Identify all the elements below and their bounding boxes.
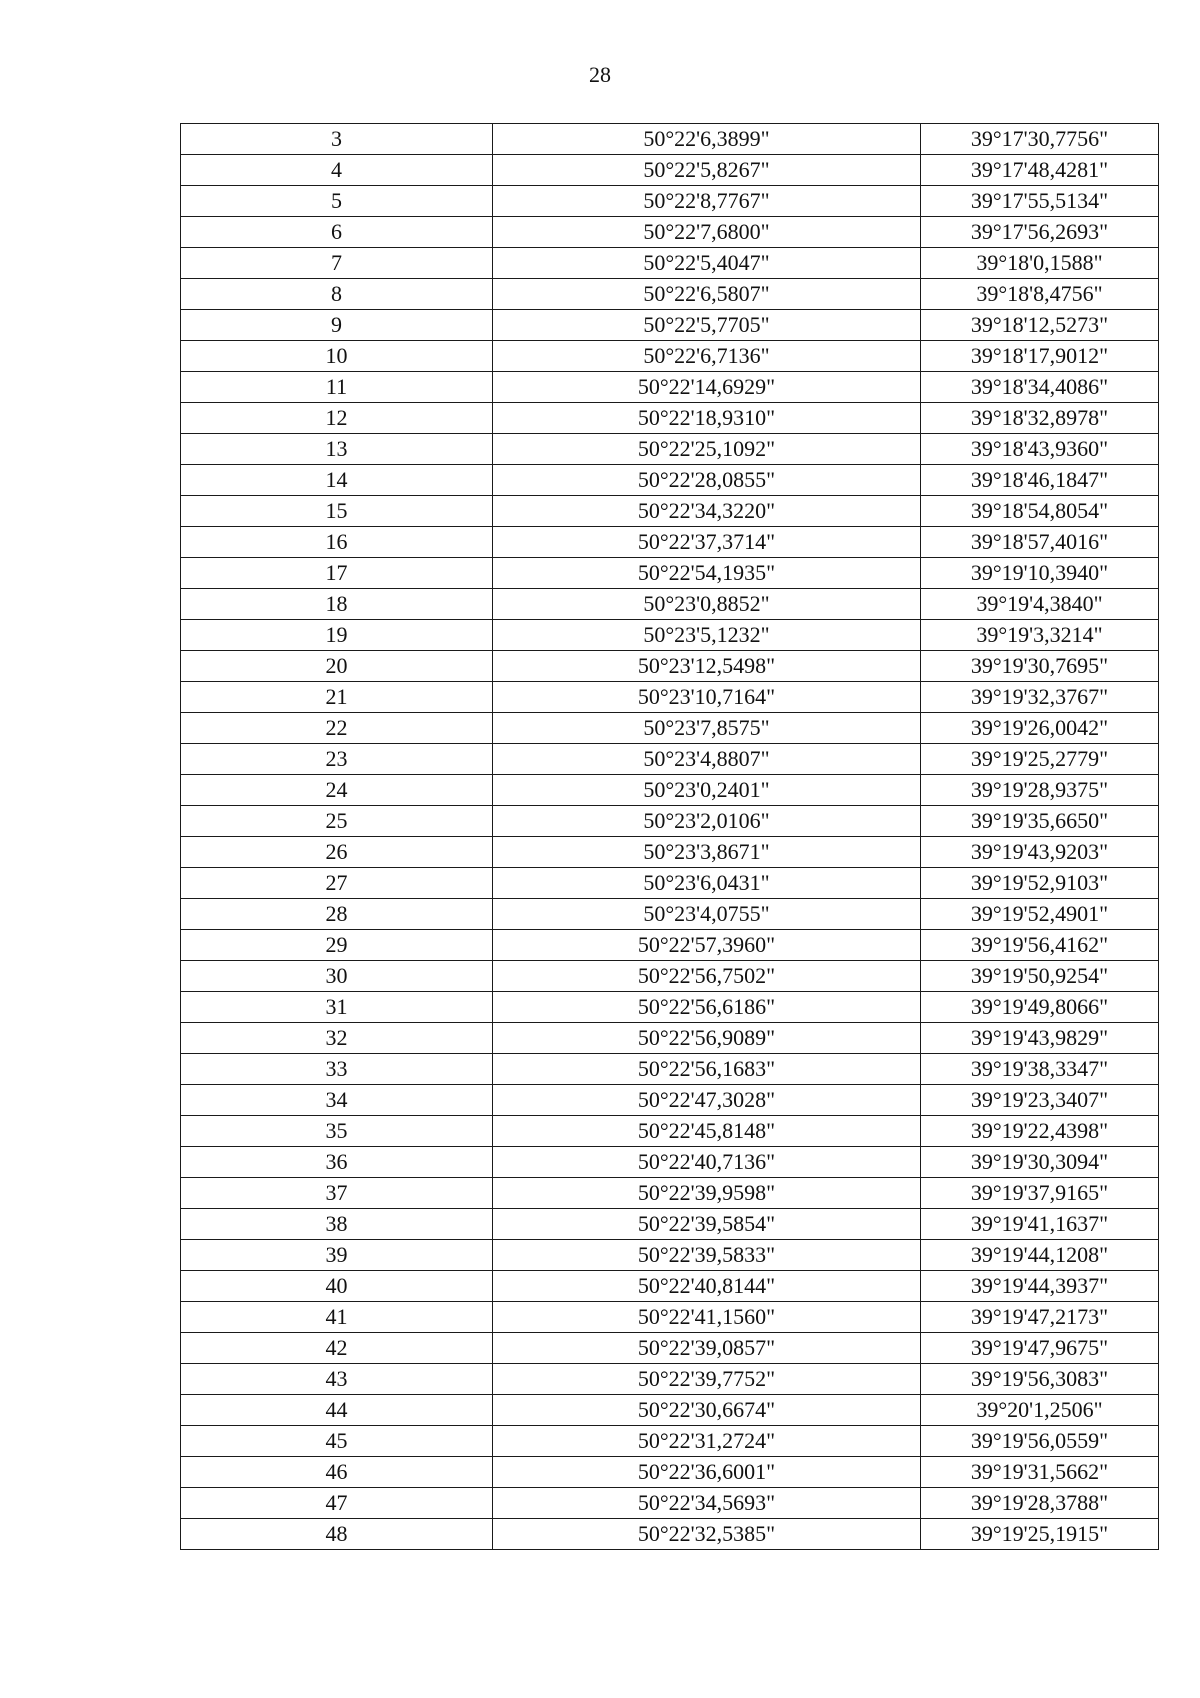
longitude-cell: 39°19'32,3767" — [921, 682, 1159, 713]
latitude-cell: 50°22'5,4047" — [493, 248, 921, 279]
latitude-cell: 50°22'28,0855" — [493, 465, 921, 496]
point-number-cell: 28 — [181, 899, 493, 930]
table-row — [181, 1426, 1159, 1457]
point-number-cell: 42 — [181, 1333, 493, 1364]
longitude-cell: 39°19'4,3840" — [921, 589, 1159, 620]
latitude-cell: 50°22'6,7136" — [493, 341, 921, 372]
point-number-cell: 20 — [181, 651, 493, 682]
point-number-cell: 22 — [181, 713, 493, 744]
latitude-cell: 50°22'6,3899" — [493, 124, 921, 155]
point-number-cell: 24 — [181, 775, 493, 806]
point-number-cell: 14 — [181, 465, 493, 496]
longitude-cell: 39°19'43,9829" — [921, 1023, 1159, 1054]
latitude-cell: 50°22'5,7705" — [493, 310, 921, 341]
table-row — [181, 1240, 1159, 1271]
table-row — [181, 992, 1159, 1023]
point-number-cell: 43 — [181, 1364, 493, 1395]
longitude-cell: 39°19'23,3407" — [921, 1085, 1159, 1116]
latitude-cell: 50°22'34,3220" — [493, 496, 921, 527]
latitude-cell: 50°22'34,5693" — [493, 1488, 921, 1519]
latitude-cell: 50°22'56,9089" — [493, 1023, 921, 1054]
point-number-cell: 21 — [181, 682, 493, 713]
point-number-cell: 4 — [181, 155, 493, 186]
table-row — [181, 465, 1159, 496]
point-number-cell: 3 — [181, 124, 493, 155]
point-number-cell: 11 — [181, 372, 493, 403]
latitude-cell: 50°22'31,2724" — [493, 1426, 921, 1457]
table-row — [181, 403, 1159, 434]
latitude-cell: 50°22'41,1560" — [493, 1302, 921, 1333]
table-row — [181, 341, 1159, 372]
latitude-cell: 50°23'3,8671" — [493, 837, 921, 868]
point-number-cell: 48 — [181, 1519, 493, 1550]
table-row — [181, 1488, 1159, 1519]
point-number-cell: 6 — [181, 217, 493, 248]
table-row — [181, 1023, 1159, 1054]
table-row — [181, 217, 1159, 248]
table-row — [181, 1519, 1159, 1550]
longitude-cell: 39°19'47,9675" — [921, 1333, 1159, 1364]
longitude-cell: 39°17'30,7756" — [921, 124, 1159, 155]
longitude-cell: 39°19'47,2173" — [921, 1302, 1159, 1333]
latitude-cell: 50°22'6,5807" — [493, 279, 921, 310]
latitude-cell: 50°22'14,6929" — [493, 372, 921, 403]
latitude-cell: 50°22'5,8267" — [493, 155, 921, 186]
longitude-cell: 39°19'38,3347" — [921, 1054, 1159, 1085]
latitude-cell: 50°22'39,5833" — [493, 1240, 921, 1271]
longitude-cell: 39°19'30,3094" — [921, 1147, 1159, 1178]
longitude-cell: 39°19'52,4901" — [921, 899, 1159, 930]
longitude-cell: 39°19'56,3083" — [921, 1364, 1159, 1395]
latitude-cell: 50°22'54,1935" — [493, 558, 921, 589]
table-row — [181, 682, 1159, 713]
latitude-cell: 50°23'2,0106" — [493, 806, 921, 837]
longitude-cell: 39°19'31,5662" — [921, 1457, 1159, 1488]
longitude-cell: 39°19'35,6650" — [921, 806, 1159, 837]
longitude-cell: 39°19'37,9165" — [921, 1178, 1159, 1209]
point-number-cell: 12 — [181, 403, 493, 434]
longitude-cell: 39°18'12,5273" — [921, 310, 1159, 341]
latitude-cell: 50°22'8,7767" — [493, 186, 921, 217]
table-row — [181, 899, 1159, 930]
latitude-cell: 50°23'10,7164" — [493, 682, 921, 713]
point-number-cell: 19 — [181, 620, 493, 651]
point-number-cell: 29 — [181, 930, 493, 961]
longitude-cell: 39°18'57,4016" — [921, 527, 1159, 558]
table-row — [181, 1271, 1159, 1302]
table-row — [181, 1178, 1159, 1209]
latitude-cell: 50°23'4,8807" — [493, 744, 921, 775]
point-number-cell: 7 — [181, 248, 493, 279]
longitude-cell: 39°18'32,8978" — [921, 403, 1159, 434]
table-row — [181, 1209, 1159, 1240]
longitude-cell: 39°19'56,4162" — [921, 930, 1159, 961]
point-number-cell: 23 — [181, 744, 493, 775]
latitude-cell: 50°22'40,8144" — [493, 1271, 921, 1302]
point-number-cell: 26 — [181, 837, 493, 868]
longitude-cell: 39°18'43,9360" — [921, 434, 1159, 465]
longitude-cell: 39°19'28,3788" — [921, 1488, 1159, 1519]
longitude-cell: 39°19'50,9254" — [921, 961, 1159, 992]
point-number-cell: 5 — [181, 186, 493, 217]
latitude-cell: 50°22'57,3960" — [493, 930, 921, 961]
latitude-cell: 50°22'37,3714" — [493, 527, 921, 558]
table-row — [181, 775, 1159, 806]
coordinates-table-body — [181, 124, 1159, 1550]
longitude-cell: 39°19'22,4398" — [921, 1116, 1159, 1147]
table-row — [181, 310, 1159, 341]
point-number-cell: 46 — [181, 1457, 493, 1488]
table-row — [181, 1085, 1159, 1116]
latitude-cell: 50°23'5,1232" — [493, 620, 921, 651]
point-number-cell: 32 — [181, 1023, 493, 1054]
longitude-cell: 39°17'55,5134" — [921, 186, 1159, 217]
point-number-cell: 45 — [181, 1426, 493, 1457]
table-row — [181, 868, 1159, 899]
latitude-cell: 50°23'0,2401" — [493, 775, 921, 806]
point-number-cell: 13 — [181, 434, 493, 465]
table-row — [181, 930, 1159, 961]
table-row — [181, 1395, 1159, 1426]
table-row — [181, 124, 1159, 155]
longitude-cell: 39°18'0,1588" — [921, 248, 1159, 279]
latitude-cell: 50°22'36,6001" — [493, 1457, 921, 1488]
longitude-cell: 39°19'28,9375" — [921, 775, 1159, 806]
longitude-cell: 39°18'54,8054" — [921, 496, 1159, 527]
latitude-cell: 50°22'39,7752" — [493, 1364, 921, 1395]
latitude-cell: 50°22'56,7502" — [493, 961, 921, 992]
latitude-cell: 50°23'4,0755" — [493, 899, 921, 930]
longitude-cell: 39°19'25,2779" — [921, 744, 1159, 775]
longitude-cell: 39°19'3,3214" — [921, 620, 1159, 651]
latitude-cell: 50°22'39,5854" — [493, 1209, 921, 1240]
longitude-cell: 39°18'34,4086" — [921, 372, 1159, 403]
table-row — [181, 744, 1159, 775]
table-row — [181, 279, 1159, 310]
table-row — [181, 1054, 1159, 1085]
table-row — [181, 1116, 1159, 1147]
table-row — [181, 961, 1159, 992]
longitude-cell: 39°19'25,1915" — [921, 1519, 1159, 1550]
table-row — [181, 372, 1159, 403]
latitude-cell: 50°22'39,9598" — [493, 1178, 921, 1209]
latitude-cell: 50°22'32,5385" — [493, 1519, 921, 1550]
longitude-cell: 39°19'49,8066" — [921, 992, 1159, 1023]
point-number-cell: 37 — [181, 1178, 493, 1209]
table-row — [181, 496, 1159, 527]
latitude-cell: 50°22'30,6674" — [493, 1395, 921, 1426]
point-number-cell: 18 — [181, 589, 493, 620]
longitude-cell: 39°19'30,7695" — [921, 651, 1159, 682]
table-row — [181, 1147, 1159, 1178]
latitude-cell: 50°22'18,9310" — [493, 403, 921, 434]
point-number-cell: 31 — [181, 992, 493, 1023]
point-number-cell: 17 — [181, 558, 493, 589]
table-row — [181, 1333, 1159, 1364]
longitude-cell: 39°19'56,0559" — [921, 1426, 1159, 1457]
table-row — [181, 806, 1159, 837]
point-number-cell: 8 — [181, 279, 493, 310]
table-row — [181, 713, 1159, 744]
table-row — [181, 186, 1159, 217]
longitude-cell: 39°19'41,1637" — [921, 1209, 1159, 1240]
longitude-cell: 39°19'26,0042" — [921, 713, 1159, 744]
longitude-cell: 39°18'17,9012" — [921, 341, 1159, 372]
table-row — [181, 434, 1159, 465]
table-row — [181, 1302, 1159, 1333]
latitude-cell: 50°23'0,8852" — [493, 589, 921, 620]
latitude-cell: 50°23'6,0431" — [493, 868, 921, 899]
point-number-cell: 30 — [181, 961, 493, 992]
point-number-cell: 44 — [181, 1395, 493, 1426]
latitude-cell: 50°22'39,0857" — [493, 1333, 921, 1364]
point-number-cell: 27 — [181, 868, 493, 899]
page-number: 28 — [589, 62, 611, 87]
point-number-cell: 35 — [181, 1116, 493, 1147]
table-row — [181, 589, 1159, 620]
table-row — [181, 558, 1159, 589]
point-number-cell: 40 — [181, 1271, 493, 1302]
point-number-cell: 47 — [181, 1488, 493, 1519]
table-row — [181, 1364, 1159, 1395]
point-number-cell: 33 — [181, 1054, 493, 1085]
latitude-cell: 50°22'7,6800" — [493, 217, 921, 248]
table-row — [181, 620, 1159, 651]
longitude-cell: 39°17'56,2693" — [921, 217, 1159, 248]
point-number-cell: 10 — [181, 341, 493, 372]
table-row — [181, 651, 1159, 682]
longitude-cell: 39°20'1,2506" — [921, 1395, 1159, 1426]
point-number-cell: 34 — [181, 1085, 493, 1116]
longitude-cell: 39°18'46,1847" — [921, 465, 1159, 496]
longitude-cell: 39°19'52,9103" — [921, 868, 1159, 899]
longitude-cell: 39°19'44,3937" — [921, 1271, 1159, 1302]
point-number-cell: 36 — [181, 1147, 493, 1178]
table-row — [181, 155, 1159, 186]
latitude-cell: 50°22'40,7136" — [493, 1147, 921, 1178]
point-number-cell: 39 — [181, 1240, 493, 1271]
table-row — [181, 248, 1159, 279]
latitude-cell: 50°22'47,3028" — [493, 1085, 921, 1116]
point-number-cell: 15 — [181, 496, 493, 527]
longitude-cell: 39°18'8,4756" — [921, 279, 1159, 310]
latitude-cell: 50°22'56,6186" — [493, 992, 921, 1023]
point-number-cell: 9 — [181, 310, 493, 341]
point-number-cell: 16 — [181, 527, 493, 558]
latitude-cell: 50°22'45,8148" — [493, 1116, 921, 1147]
point-number-cell: 25 — [181, 806, 493, 837]
table-row — [181, 837, 1159, 868]
latitude-cell: 50°23'12,5498" — [493, 651, 921, 682]
point-number-cell: 38 — [181, 1209, 493, 1240]
longitude-cell: 39°19'44,1208" — [921, 1240, 1159, 1271]
longitude-cell: 39°17'48,4281" — [921, 155, 1159, 186]
longitude-cell: 39°19'43,9203" — [921, 837, 1159, 868]
coordinates-table — [180, 123, 1159, 1550]
table-row — [181, 1457, 1159, 1488]
point-number-cell: 41 — [181, 1302, 493, 1333]
latitude-cell: 50°22'56,1683" — [493, 1054, 921, 1085]
longitude-cell: 39°19'10,3940" — [921, 558, 1159, 589]
table-row — [181, 527, 1159, 558]
latitude-cell: 50°23'7,8575" — [493, 713, 921, 744]
latitude-cell: 50°22'25,1092" — [493, 434, 921, 465]
